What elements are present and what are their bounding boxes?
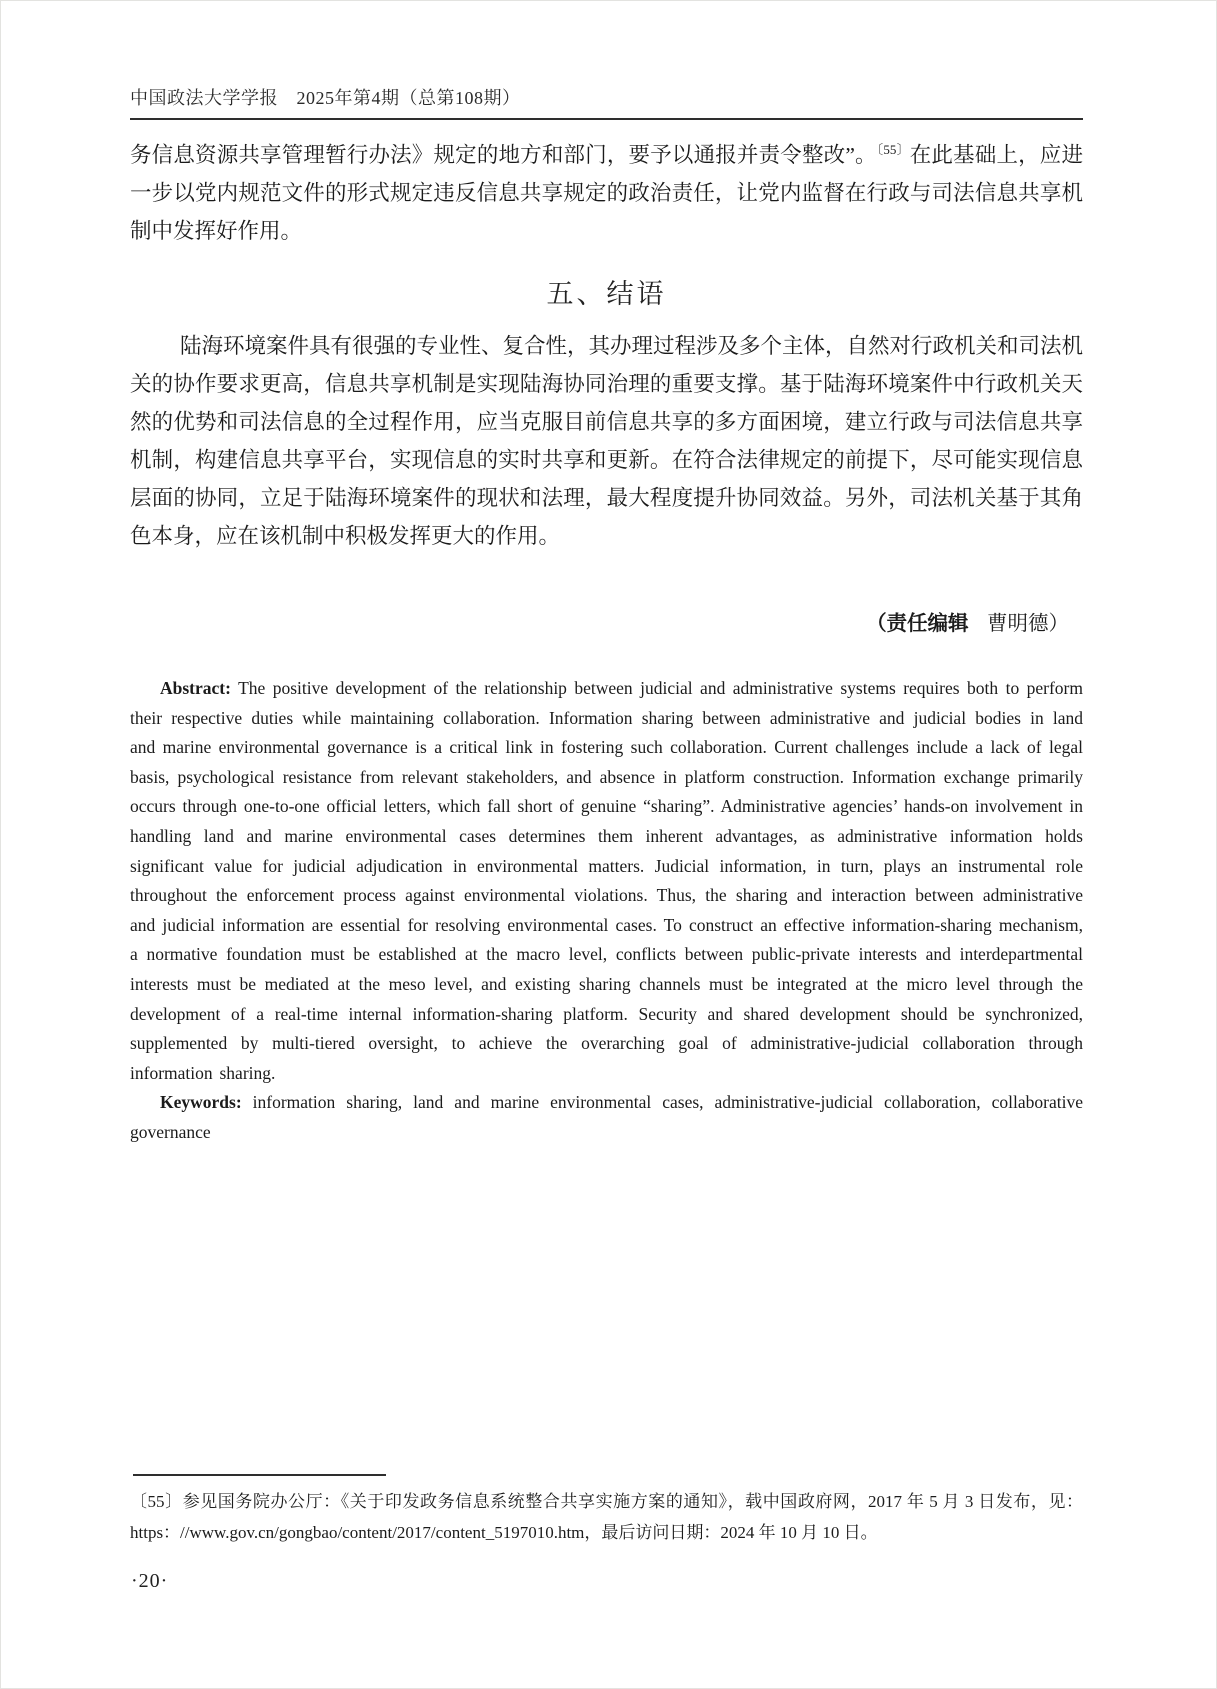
abstract-text: The positive development of the relationship between judicial and administrative systems requires both to perform their respective duties while maintaining collaboration. Information sharing between administrative and judicial bodies in land and marine environmental governance is a critical link in fostering such collaboration. Current challenges include a lack of legal basis, psychological resistance from relevant stakeholders, and absence in platform construction. Information exchange primarily occurs through one-to-one official letters, which fall short of genuine “sharing”. Administrative agencies’ hands-on involvement in handling land and marine environmental cases determines them inherent advantages, as administrative information holds significant value for judicial adjudication in environmental matters. Judicial information, in turn, plays an instrumental role throughout the enforcement process against environmental violations. Thus, the sharing and interaction between administrative and judicial information are essential for resolving environmental cases. To construct an effective information-sharing mechanism, a normative foundation must be established at the macro level, conflicts between public-private interests and interdepartmental interests must be mediated at the meso level, and existing sharing channels must be integrated at the micro level through the development of a real-time internal information-sharing platform. Security and shared development should be synchronized, supplemented by multi-tiered oversight, to achieve the overarching goal of administrative-judicial collaboration through information sharing. (130, 678, 1084, 1083)
editor-label: （责任编辑 (866, 613, 969, 635)
footnote-rule (133, 1474, 386, 1476)
conclusion-paragraph: 陆海环境案件具有很强的专业性、复合性，其办理过程涉及多个主体，自然对行政机关和司法机关的协作要求更高，信息共享机制是实现陆海协同治理的重要支撑。基于陆海环境案件中行政机关天然的优势和司法信息的全过程作用，应当克服目前信息共享的多方面困境，建立行政与司法信息共享机制，构建信息共享平台，实现信息的实时共享和更新。在符合法律规定的前提下，尽可能实现信息层面的协同，立足于陆海环境案件的现状和法理，最大程度提升协同效益。另外，司法机关基于其角色本身，应在该机制中积极发挥更大的作用。 (130, 334, 1084, 548)
continuation-text-post: 在此基础上，应进一步以党内规范文件的形式规定违反信息共享规定的政治责任，让党内监督在行政与司法信息共享机制中发挥好作用。 (130, 143, 1083, 243)
section-heading-conclusion: 五、结语 (546, 279, 667, 309)
footnote-reference-55: 〔55〕 (876, 141, 910, 157)
keywords-label: Keywords: (160, 1092, 242, 1113)
footnote-marker: 〔55〕 (130, 1492, 183, 1511)
continuation-paragraph (130, 136, 1083, 250)
footnote-55 (130, 1486, 1083, 1548)
editor-name: 曹明德） (987, 613, 1069, 635)
abstract-paragraph (130, 674, 1083, 1088)
keywords-text: information sharing, land and marine environmental cases, administrative-judicial collaboration, collaborative governance (130, 1092, 1083, 1142)
page-number: ·20· (131, 1570, 169, 1592)
running-head: 中国政法大学学报 2025年第4期（总第108期） (130, 88, 521, 108)
keywords-paragraph (130, 1088, 1083, 1147)
abstract-label: Abstract: (160, 678, 231, 698)
editor-line (130, 606, 1083, 636)
header-rule (130, 118, 1083, 120)
footnote-text: 参见国务院办公厅：《关于印发政务信息系统整合共享实施方案的通知》，载中国政府网，2017 年 5 月 3 日发布，见：https：//www.gov.cn/gongbao/content/2017/content_5197010.htm，最后访问日期：2024 年 10 月 10 日。 (130, 1492, 1084, 1542)
continuation-text-pre: 务信息资源共享管理暂行办法》规定的地方和部门，要予以通报并责令整改”。 (130, 143, 877, 167)
abstract-section (130, 674, 1083, 1148)
